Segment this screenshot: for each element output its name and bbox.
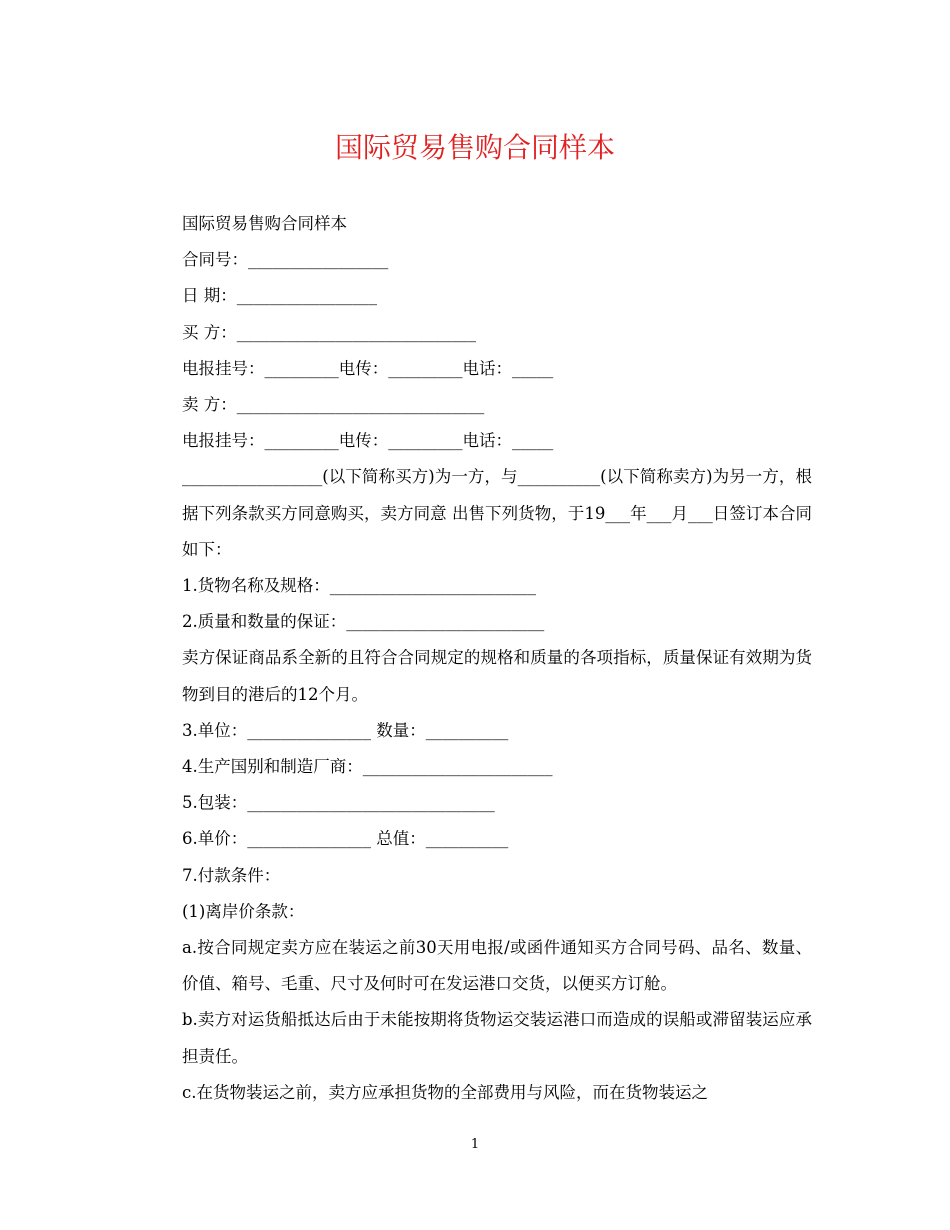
buyer-contact-line: 电报挂号：_________电传：_________电话：_____ — [182, 358, 554, 378]
contract-heading: 国际贸易售购合同样本 — [182, 214, 347, 233]
clause-payment-terms: 7.付款条件： — [182, 865, 281, 885]
clause-a-paragraph: a.按合同规定卖方应在装运之前30天用电报/或函件通知买方合同号码、品名、数量、价值、箱号、毛重、尺寸及何时可在发运港口交货，以便买方订舱。 — [182, 938, 812, 994]
contract-number-line: 合同号：_________________ — [182, 250, 389, 270]
clause-c-paragraph: c.在货物装运之前，卖方应承担货物的全部费用与风险，而在货物装运之 — [182, 1082, 708, 1102]
seller-line: 卖 方：______________________________ — [182, 395, 485, 415]
clause-quality-guarantee: 2.质量和数量的保证：________________________ — [182, 612, 545, 632]
clause-b-paragraph: b.卖方对运货船抵达后由于未能按期将货物运交装运港口而造成的误船或滞留装运应承担责任。 — [182, 1010, 812, 1066]
buyer-line: 买 方：_____________________________ — [182, 322, 476, 342]
clause-goods-spec: 1.货物名称及规格：_________________________ — [182, 576, 536, 596]
clause-unit-quantity: 3.单位：_______________ 数量：__________ — [182, 720, 509, 740]
clause-packing: 5.包装：______________________________ — [182, 793, 495, 813]
page-number: 1 — [470, 1137, 480, 1152]
clause-fob-terms: (1)离岸价条款： — [182, 901, 305, 921]
seller-contact-line: 电报挂号：_________电传：_________电话：_____ — [182, 431, 554, 451]
document-title: 国际贸易售购合同样本 — [334, 131, 615, 164]
clause-origin-manufacturer: 4.生产国别和制造厂商：_______________________ — [182, 757, 553, 777]
date-line: 日 期：_________________ — [182, 286, 377, 306]
parties-paragraph: _________________(以下简称买方)为一方，与__________(以下简称卖方)为另一方，根据下列条款买方同意购买，卖方同意 出售下列货物，于19___年___月___日签订本合同如下： — [182, 467, 812, 559]
clause-price-total: 6.单价：_______________ 总值：__________ — [182, 829, 509, 849]
document-body — [146, 206, 812, 1111]
quality-paragraph: 卖方保证商品系全新的且符合合同规定的规格和质量的各项指标，质量保证有效期为货物到目的港后的12个月。 — [182, 648, 812, 704]
